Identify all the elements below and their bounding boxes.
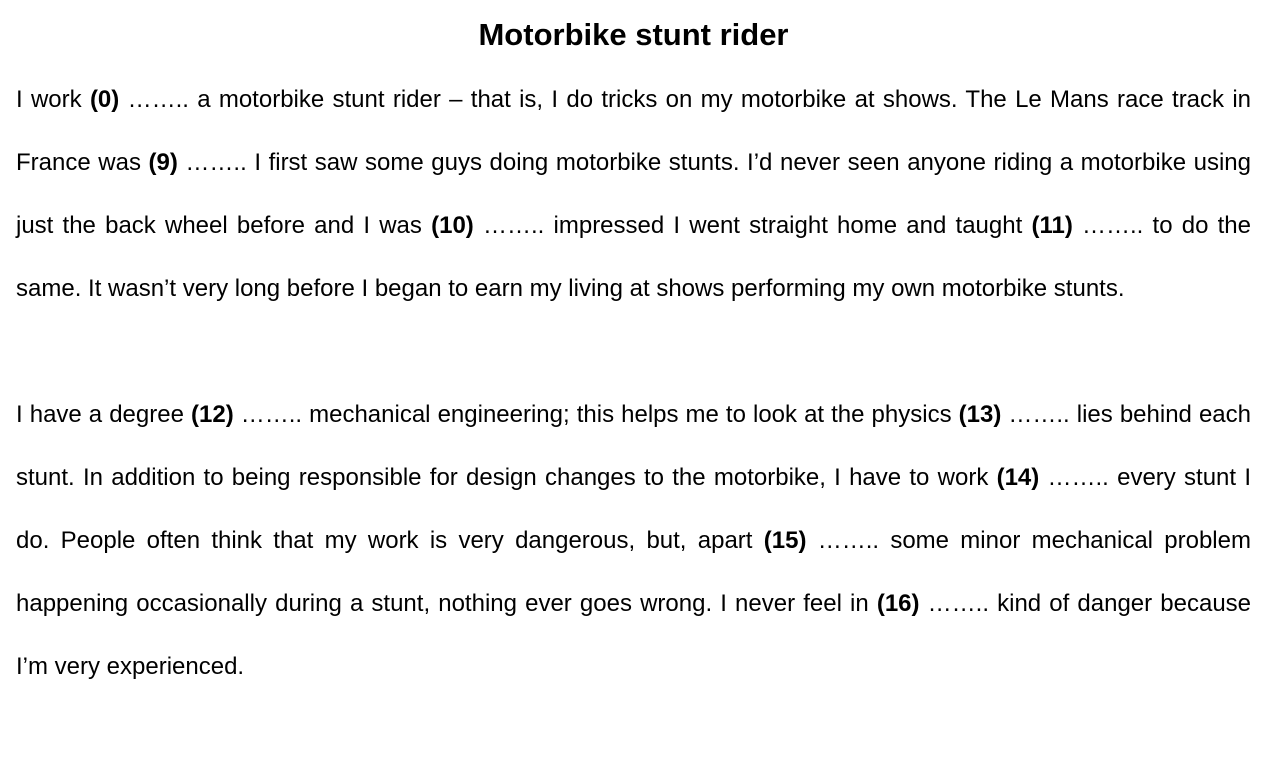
document-body	[16, 68, 1251, 698]
text-run: …….. impressed I went straight home and taught	[473, 212, 1032, 239]
text-run: …….. lies behind each stunt. In addition to being responsible for design changes to the motorbike, I have to work	[16, 401, 1251, 491]
text-run: …….. to do the same. It wasn’t very long before I began to earn my living at shows performing my own motorbike stunts.	[16, 212, 1251, 302]
gap-number: (12)	[191, 401, 234, 428]
gap-number: (9)	[148, 149, 178, 176]
text-run: …….. I first saw some guys doing motorbike stunts. I’d never seen anyone riding a motorbike using just the back wheel before and I was	[16, 149, 1251, 239]
text-run: …….. some minor mechanical problem happening occasionally during a stunt, nothing ever goes wrong. I never feel in	[16, 527, 1251, 617]
text-run: …….. every stunt I do. People often think that my work is very dangerous, but, apart	[16, 464, 1251, 554]
gap-number: (13)	[958, 401, 1002, 428]
gap-number: (10)	[431, 212, 474, 239]
gap-number: (0)	[89, 86, 120, 113]
gap-number: (16)	[876, 590, 920, 617]
document-title: Motorbike stunt rider	[478, 17, 789, 52]
paragraph-2	[16, 383, 1251, 698]
text-run: …….. a motorbike stunt rider – that is, I do tricks on my motorbike at shows. The Le Mans race track in France was	[16, 86, 1252, 176]
text-run: …….. kind of danger because I’m very experienced.	[16, 590, 1252, 680]
gap-number: (14)	[996, 464, 1040, 491]
text-run: I work	[16, 86, 90, 113]
text-run: I have a degree	[16, 401, 191, 428]
text-run: …….. mechanical engineering; this helps me to look at the physics	[233, 401, 959, 428]
gap-number: (15)	[763, 527, 807, 554]
paragraph-1	[16, 68, 1251, 320]
gap-number: (11)	[1031, 212, 1073, 239]
